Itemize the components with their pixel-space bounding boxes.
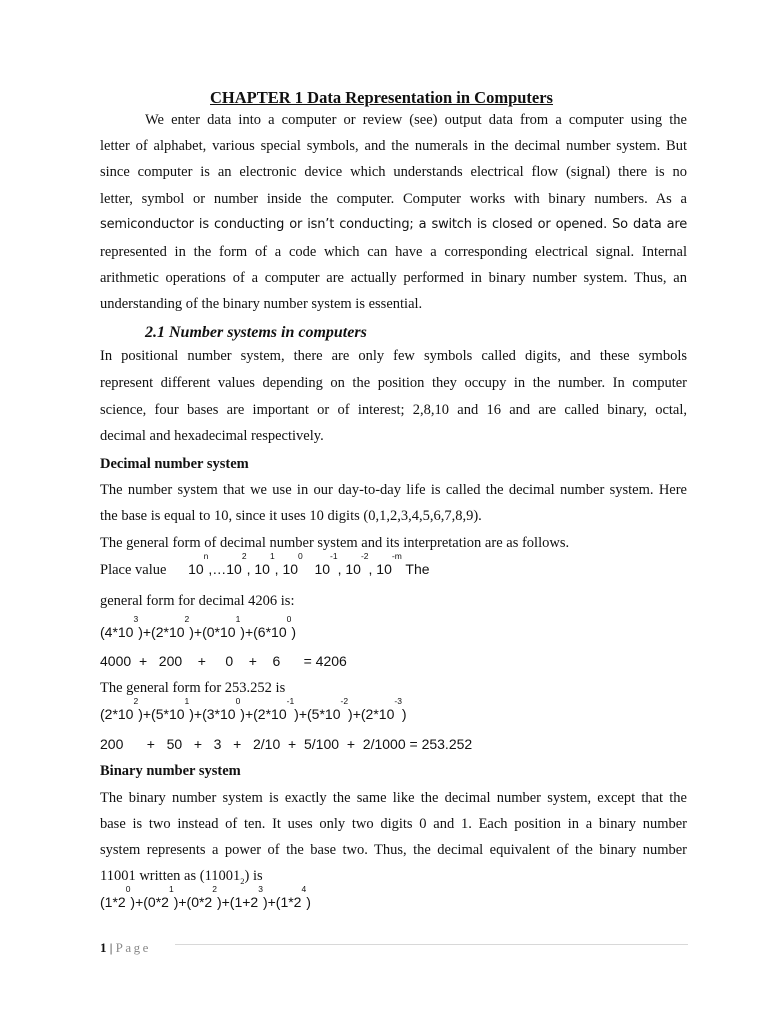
place-value-label: Place value xyxy=(100,562,167,578)
page-title: CHAPTER 1 Data Representation in Computers xyxy=(210,88,553,107)
paragraph-line: The binary number system is exactly the same like the decimal number system, except that the xyxy=(100,790,687,806)
paragraph-line: understanding of the binary number system is essential. xyxy=(100,296,423,312)
paragraph-line: represent different values depending on the position they occupy in the number. In computer xyxy=(100,375,687,391)
paragraph-line: decimal and hexadecimal respectively. xyxy=(100,428,324,444)
example1-terms: $(4*10^3)+(2*10^2)+(0*10^1)+(6*10^0)$ xyxy=(100,614,297,640)
example2-terms: $(2*10^2)+(5*10^1)+(3*10^0)+(2*10^{-1})+(5*10^{-2})+(2*10^{-3})$ xyxy=(100,696,407,722)
example1-sum: 4000 + 200 + 0 + 6 = 4206 xyxy=(100,653,347,669)
paragraph-line: arithmetic operations of a computer are actually performed in binary number system. Thus, an xyxy=(100,270,687,286)
example1-intro: general form for decimal 4206 is: xyxy=(100,593,295,609)
page-number: 1 xyxy=(100,940,107,955)
paragraph-line: 11001 written as $(11001_2)$ is xyxy=(100,868,263,886)
paragraph-line: the base is equal to 10, since it uses 10 digits (0,1,2,3,4,5,6,7,8,9). xyxy=(100,508,482,524)
paragraph-line: represented in the form of a code which can have a corresponding electrical signal. Internal xyxy=(100,244,687,260)
binary-expansion: $(1*2^0)+(0*2^1)+(0*2^2)+(1+2^3)+(1*2^4)$ xyxy=(100,884,311,910)
paragraph-line: base is two instead of ten. It uses only two digits 0 and 1. Each position in a binary number xyxy=(100,816,687,832)
paragraph-line: since computer is an electronic device which understands electrical flow (signal) there is no xyxy=(100,164,687,180)
paragraph-line: The general form of decimal number system and its interpretation are as follows. xyxy=(100,535,570,551)
section-heading: 2.1 Number systems in computers xyxy=(145,324,367,341)
paragraph-line: semiconductor is conducting or isn’t conducting; a switch is closed or opened. So data are xyxy=(100,217,687,232)
place-value-line xyxy=(100,551,430,580)
binary-heading: Binary number system xyxy=(100,763,241,779)
page-footer xyxy=(100,940,151,956)
paragraph-line: letter, symbol or number inside the computer. Computer works with binary numbers. As a xyxy=(100,191,687,207)
paragraph-line: science, four bases are important or of interest; 2,8,10 and 16 and are called binary, octal, xyxy=(100,402,687,418)
page-label: Page xyxy=(115,940,151,955)
paragraph-line: In positional number system, there are only few symbols called digits, and these symbols xyxy=(100,348,687,364)
paragraph-line: We enter data into a computer or review (see) output data from a computer using the xyxy=(145,112,687,128)
footer-divider xyxy=(175,944,688,945)
footer-separator: | xyxy=(106,940,116,955)
example2-intro: The general form for 253.252 is xyxy=(100,680,286,696)
place-value-formula: $10^n,\dots 10^2$, $10^1$, $10^0$ $10^{-1}$, $10^{-2}$, $10^{-m}$ The xyxy=(188,551,430,577)
paragraph-line: system represents a power of the base two. Thus, the decimal equivalent of the binary number xyxy=(100,842,687,858)
example2-sum: 200 + 50 + 3 + 2/10 + 5/100 + 2/1000 = 253.252 xyxy=(100,736,473,752)
paragraph-line: letter of alphabet, various special symbols, and the numerals in the decimal number system. But xyxy=(100,138,687,154)
decimal-heading: Decimal number system xyxy=(100,456,249,472)
paragraph-line: The number system that we use in our day-to-day life is called the decimal number system. Here xyxy=(100,482,687,498)
